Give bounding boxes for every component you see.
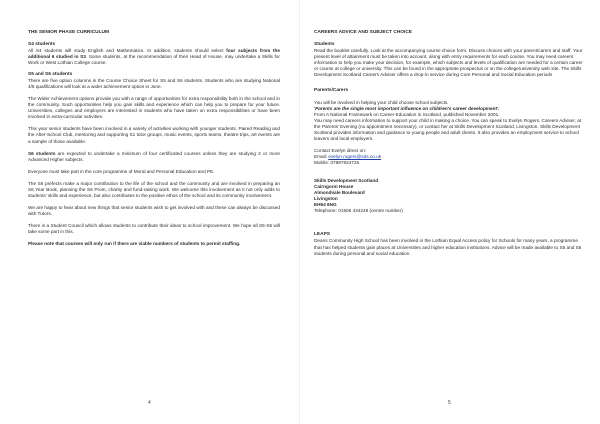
senior-phase-heading: THE SENIOR PHASE CURRICULUM [28, 30, 110, 35]
address-line2: Cairngorm House [314, 184, 354, 190]
new-things-paragraph: We are happy to hear about new things that senior students wish to get involved with and these can always be discussed with Tutors. [28, 204, 280, 216]
student-council-paragraph: There is a Student Council which allows students to contribute their ideas to school improvement. We hope all S5-S6 will take some part in this. [28, 222, 280, 234]
address-line1: Skills Development Scotland [314, 178, 379, 184]
leaps-heading: LEAPS [314, 232, 330, 238]
page-number-left: 4 [148, 400, 151, 406]
students-heading: Students [314, 42, 335, 47]
contact-intro: Contact Evelyn direct on: [314, 148, 367, 154]
s6-expected-paragraph: S6 students are expected to undertake a minimum of four certificated courses unless they are studying 2 or more Advanced Higher subjects. [28, 150, 281, 162]
left-column [28, 30, 280, 247]
prefects-paragraph: The S6 prefects make a major contribution to the life of the school and the community and are involved in preparing an S6 Year Book, planning the S6 Prom, charity and fund-raising work. We welcome this involvement as it not only adds to students' skills and experience, but also contributes to the positive ethos of the school and its community involvement. [28, 180, 280, 198]
parents-heading: Parents/Carers [314, 87, 349, 93]
address-line3: Almondvale Boulevard [314, 190, 365, 196]
parents-intro: You will be involved in helping your child choose school subjects. [314, 99, 449, 105]
right-page [300, 0, 600, 424]
address-postcode: EH54 6NG [314, 202, 337, 208]
leaps-paragraph: Deans Community High School has been involved in the Lothian Equal Access policy for Schools for many years, a programme that has helped students gain places at Universities and higher education institutions. Advice will be made available to S5 and S6 students during personal and social education. [314, 238, 582, 256]
s4-heading: S4 students [28, 42, 56, 47]
s5s6-paragraph: There are five option columns in the Course Choice Sheet for S5 and S6 students. Students who are studying National 4/5 qualifications will look at a wider achievement option in June. [28, 78, 280, 90]
parents-quote: 'Parents are the single most important influence on children's career development'. [314, 105, 500, 111]
wider-achievement-paragraph: The Wider Achievement options provide you with a range of opportunities for extra responsibility both in the school and in the community. Such opportunities help you gain skills and experience which can help you to prepare for your future. Universities, colleges and employers are interested in students who have taken on extra responsibilities or have been involved in extra-curricular activities. [28, 96, 280, 120]
page-number-right: 5 [448, 400, 451, 406]
address-telephone: Telephone: 01506 434249 (centre number) [314, 208, 403, 214]
courses-note-paragraph: Please note that courses will only run if there are viable numbers of students to permit staffing. [28, 241, 241, 247]
contact-mobile-row: Mobile: 07887824725 [314, 160, 360, 166]
right-column [314, 30, 586, 257]
activities-paragraph: This year senior students have been involved in a variety of activities working with younger students. Paired Reading and the After-School Club, mentoring and supporting S1 tutor groups, music events, sports teams, theatre trips, art events are a sample of those available. [28, 126, 280, 144]
careers-heading: CAREERS ADVICE AND SUBJECT CHOICE [314, 30, 412, 35]
s4-paragraph: All S4 students will study English and Mathematics. In addition, students should select four subjects from the additional 6 studied in S3. Some students, at the recommendation of their Head of House, may undertake a Skills for Work or West Lothian College course. [28, 48, 280, 66]
core-programme-paragraph: Everyone must take part in the core programme of Moral and Personal Education and PE. [28, 168, 215, 174]
address-line4: Livingston [314, 196, 338, 202]
students-paragraph: Read the booklet carefully. Look at the accompanying course choice form. Discuss choices with your parent/carers and staff. Your present level of attainment must be taken into account, along with entry requirements for each course. You may need careers information to help you make your decision, for example, which subjects and levels of qualification are needed for a certain career or course at college or university. This can be found in the appropriate prospectus or on the college/university web site. The Skills Development Scotland Careers Adviser offers a drop-in service during Core Personal and Social Education periods [314, 48, 583, 78]
parents-paragraph: You may need careers information to support your child in making a choice. You can speak to Evelyn Rogers, Careers Adviser, at the Parents' Evening (no appointment necessary), or contact her at Skills Development Scotland, Livingston. Skills Development Scotland provides information and guidance to young people and adult clients. It also provides an employment service to school leavers and local employers. [314, 117, 582, 142]
s5s6-heading: S5 and S6 students [28, 72, 73, 78]
quote-source: From A National Framework on Career Education in Scotland, published November 2001. [314, 111, 500, 117]
email-link[interactable]: evelyn.rogers@sds.co.uk [328, 154, 382, 160]
contact-email-row: Email: evelyn.rogers@sds.co.uk [314, 154, 382, 160]
